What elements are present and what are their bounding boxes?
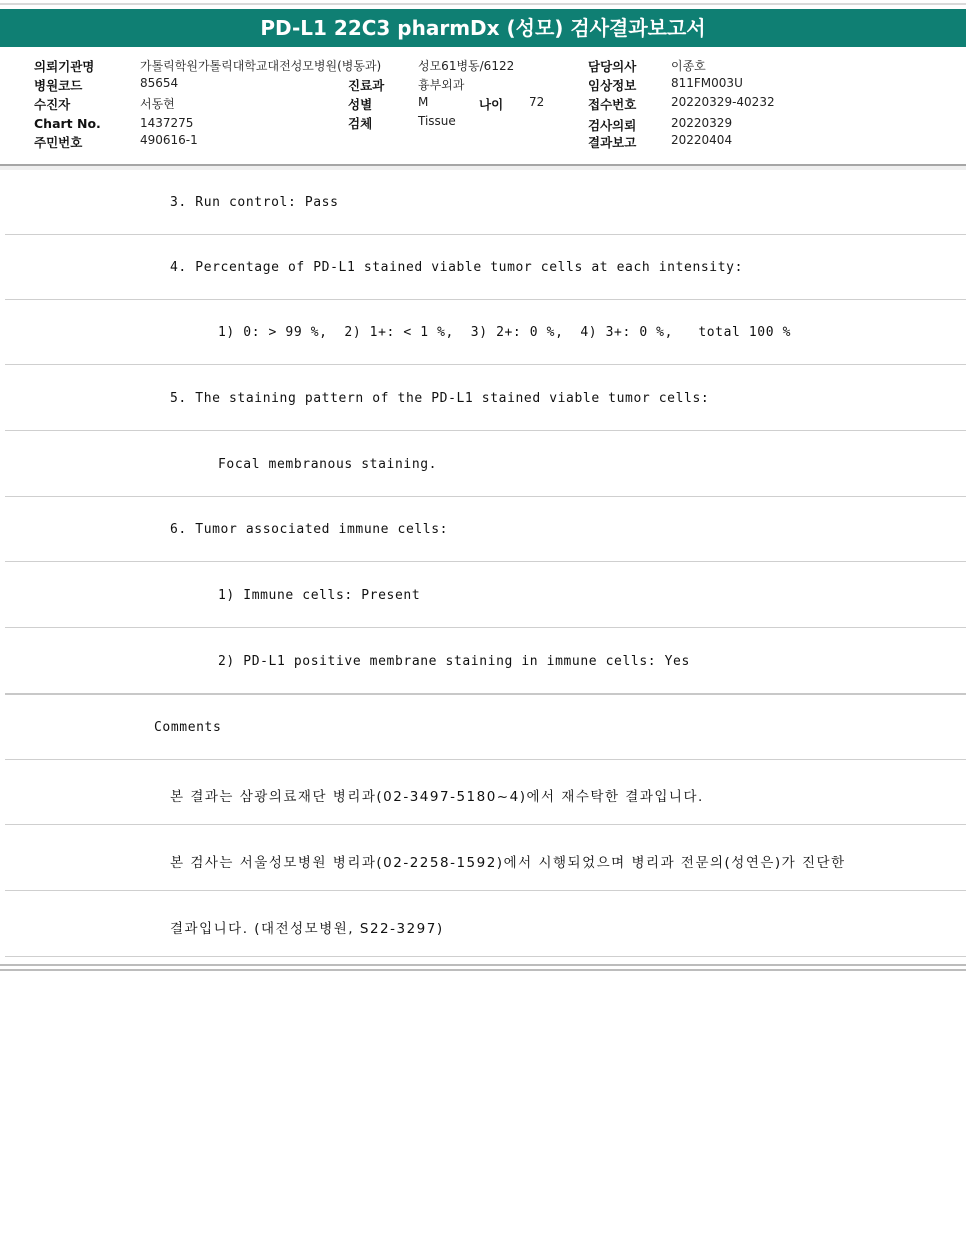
clinical-info-value: 811FM003U (671, 76, 743, 90)
result-line: 3. Run control: Pass (170, 195, 339, 210)
hospital-code-value: 85654 (140, 76, 179, 90)
report-date-label: 결과보고 (588, 135, 637, 150)
footer-divider (0, 964, 966, 966)
clinical-info-label: 임상정보 (588, 78, 637, 93)
accession-label: 접수번호 (588, 97, 637, 112)
result-row (5, 365, 966, 431)
sex-label: 성별 (348, 97, 373, 112)
comment-line: 본 검사는 서울성모병원 병리과(02-2258-1592)에서 시행되었으며 병리과 전문의(성연은)가 진단한 (170, 855, 846, 871)
hospital-code-label: 병원코드 (34, 78, 83, 93)
resident-no-label: 주민번호 (34, 135, 83, 150)
result-line: 4. Percentage of PD-L1 stained viable tumor cells at each intensity: (170, 260, 744, 275)
sex-value: M (418, 95, 429, 109)
result-row (5, 431, 966, 497)
result-line: 1) Immune cells: Present (218, 588, 421, 603)
chart-no-value: 1437275 (140, 116, 194, 130)
request-date-label: 검사의뢰 (588, 118, 637, 133)
report-date-value: 20220404 (671, 133, 733, 147)
comments-heading: Comments (154, 720, 222, 735)
comment-row (5, 759, 966, 825)
specimen-label: 검체 (348, 116, 373, 131)
result-line: 1) 0: > 99 %, 2) 1+: < 1 %, 3) 2+: 0 %, 4) 3+: 0 %, total 100 % (218, 325, 792, 340)
dept-label: 진료과 (348, 78, 385, 93)
result-row (5, 169, 966, 235)
result-row (5, 234, 966, 300)
result-line: 5. The staining pattern of the PD-L1 stained viable tumor cells: (170, 391, 710, 406)
result-line: Focal membranous staining. (218, 457, 438, 472)
patient-label: 수진자 (34, 97, 71, 112)
resident-no-value: 490616-1 (140, 133, 198, 147)
comment-line: 결과입니다. (대전성모병원, S22-3297) (170, 921, 444, 937)
specimen-value: Tissue (418, 114, 456, 128)
result-row (5, 496, 966, 562)
comment-row (5, 825, 966, 891)
comment-line: 본 결과는 삼광의료재단 병리과(02-3497-5180~4)에서 재수탁한 결과입니다. (170, 789, 704, 805)
result-row (5, 628, 966, 695)
report-title: PD-L1 22C3 pharmDx (성모) 검사결과보고서 (0, 9, 966, 47)
chart-no-label: Chart No. (34, 116, 101, 131)
institution-value: 가톨릭학원가톨릭대학교대전성모병원(병동과) (140, 59, 382, 73)
result-line: 6. Tumor associated immune cells: (170, 522, 449, 537)
comment-row (5, 891, 966, 957)
institution-label: 의뢰기관명 (34, 59, 95, 74)
age-label: 나이 (479, 97, 504, 112)
age-value: 72 (529, 95, 545, 109)
comments-row (5, 694, 966, 760)
accession-value: 20220329-40232 (671, 95, 775, 109)
footer-divider-second (0, 969, 966, 971)
doctor-value: 이종호 (671, 59, 706, 73)
dept-value: 흉부외과 (418, 78, 465, 92)
doctor-label: 담당의사 (588, 59, 637, 74)
result-row (5, 562, 966, 628)
ward-value: 성모61병동/6122 (418, 59, 515, 73)
request-date-value: 20220329 (671, 116, 733, 130)
top-divider (0, 3, 966, 5)
result-line: 2) PD-L1 positive membrane staining in immune cells: Yes (218, 654, 690, 669)
result-row (5, 299, 966, 365)
patient-value: 서동현 (140, 97, 175, 111)
